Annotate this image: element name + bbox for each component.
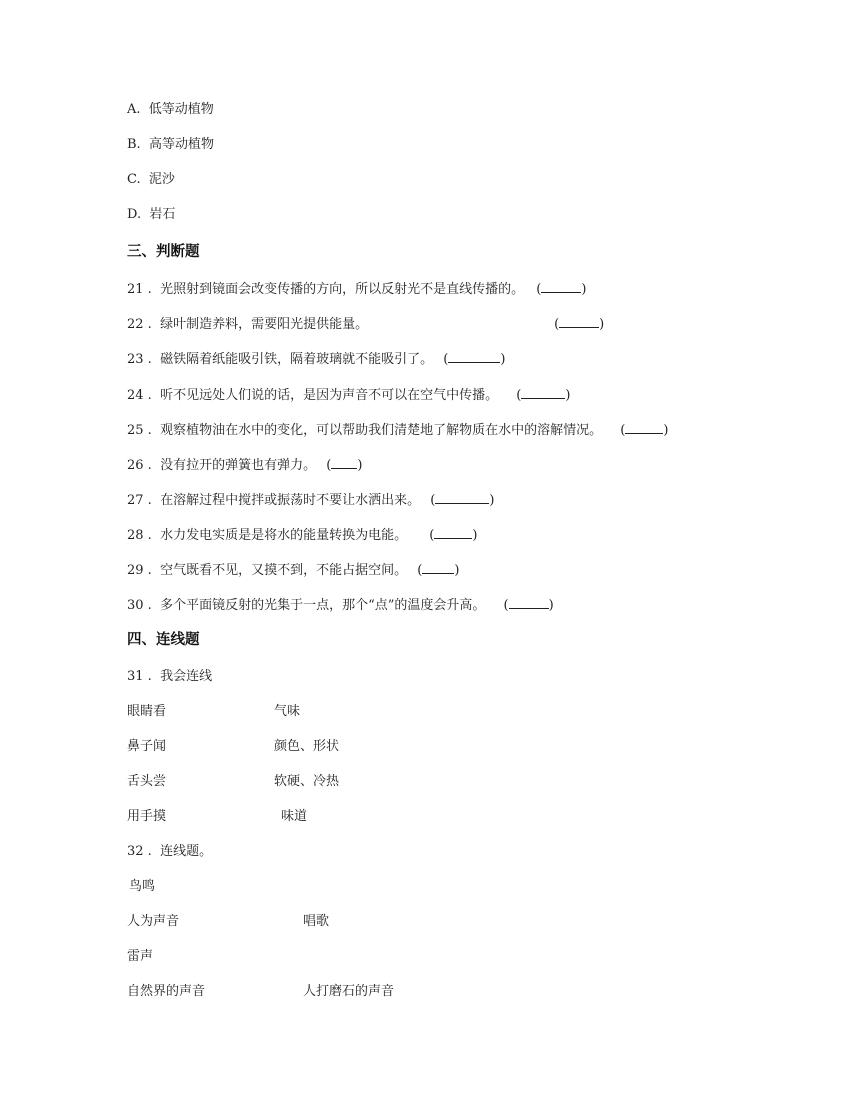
answer-blank[interactable] [430,493,494,508]
paren-open: ( [536,282,542,297]
paren-open: ( [417,563,423,578]
q31-right-1: 气味 [274,704,301,719]
option-text: 低等动植物 [148,102,214,117]
section-heading-judgment: 三、判断题 [127,244,200,260]
question-text: 水力发电实质是是将水的能量转换为电能。 [160,528,408,543]
blank-line [521,386,565,399]
blank-line [559,315,599,328]
question-text: 连线题。 [160,844,213,859]
q31-right-2: 颜色、形状 [274,739,340,754]
answer-blank[interactable] [516,388,570,403]
question-30: 30 . 多个平面镜反射的光集于一点，那个“点”的温度会升高。 ( ) [127,598,554,613]
option-text: 泥沙 [148,172,175,187]
option-d [127,207,175,223]
question-24: 24 . 听不见远处人们说的话，是因为声音不可以在空气中传播。 ( ) [127,388,571,403]
question-text: 多个平面镜反射的光集于一点，那个“点”的温度会升高。 [160,598,486,613]
option-b [127,137,214,153]
question-number: 27 [127,493,144,508]
question-text: 磁铁隔着纸能吸引铁，隔着玻璃就不能吸引了。 [160,352,434,367]
q32-left-1: 鸟鸣 [129,879,156,894]
answer-blank[interactable] [429,528,477,543]
q32-left-4: 自然界的声音 [127,984,206,999]
paren-close: ) [454,563,460,578]
paren-open: ( [443,352,449,367]
question-text: 空气既看不见，又摸不到，不能占据空间。 [160,563,408,578]
question-number: 28 [127,528,144,543]
q31-left-4: 用手摸 [127,809,167,824]
paren-close: ) [472,528,478,543]
answer-blank[interactable] [443,352,505,367]
section-heading-matching: 四、连线题 [127,632,200,648]
paren-close: ) [565,388,571,403]
option-letter: B. [127,137,141,152]
question-32-title: 32 . 连线题。 [127,844,213,859]
question-number: 23 [127,352,144,367]
paren-open: ( [430,493,436,508]
question-31-title: 31 . 我会连线 [127,669,213,684]
q31-left-3: 舌头尝 [127,774,167,789]
paren-close: ) [489,493,495,508]
paren-open: ( [503,598,509,613]
question-number: 32 [127,844,144,859]
blank-line [448,350,500,363]
option-letter: A. [127,102,141,117]
question-number: 24 [127,388,144,403]
question-number: 30 [127,598,144,613]
paren-close: ) [548,598,554,613]
question-28: 28 . 水力发电实质是是将水的能量转换为电能。 ( ) [127,528,478,543]
question-29: 29 . 空气既看不见，又摸不到，不能占据空间。 ( ) [127,563,460,578]
answer-blank[interactable] [620,423,668,438]
question-27: 27 . 在溶解过程中搅拌或振荡时不要让水洒出来。 ( ) [127,493,495,508]
question-26: 26 . 没有拉开的弹簧也有弹力。 ( ) [127,458,363,473]
answer-blank[interactable] [504,598,554,613]
q32-left-2: 人为声音 [127,914,180,929]
option-text: 岩石 [149,207,176,222]
question-number: 31 [127,669,144,684]
answer-blank[interactable] [554,317,604,332]
q32-left-3: 雷声 [127,949,154,964]
question-number: 22 [127,317,144,332]
q32-right-2: 唱歌 [303,914,330,929]
q31-right-3: 软硬、冷热 [274,774,340,789]
paren-open: ( [516,388,522,403]
question-number: 21 [127,282,144,297]
blank-line [509,596,549,609]
option-a [127,102,214,118]
paren-open: ( [554,317,560,332]
paren-open: ( [429,528,435,543]
paren-close: ) [357,458,363,473]
question-text: 观察植物油在水中的变化，可以帮助我们清楚地了解物质在水中的溶解情况。 [160,423,603,438]
paren-open: ( [326,458,332,473]
paren-open: ( [620,423,626,438]
blank-line [434,526,472,539]
question-23: 23 . 磁铁隔着纸能吸引铁，隔着玻璃就不能吸引了。 ( ) [127,352,506,367]
option-letter: D. [127,207,142,222]
option-letter: C. [127,172,141,187]
question-text: 光照射到镜面会改变传播的方向，所以反射光不是直线传播的。 [160,282,525,297]
blank-line [422,561,454,574]
question-text: 我会连线 [160,669,213,684]
q31-left-2: 鼻子闻 [127,739,167,754]
blank-line [435,491,489,504]
paren-close: ) [581,282,587,297]
question-25: 25 . 观察植物油在水中的变化，可以帮助我们清楚地了解物质在水中的溶解情况。 ( ) [127,423,669,438]
option-c [127,172,175,188]
question-number: 25 [127,423,144,438]
q32-right-4: 人打磨石的声音 [303,984,395,999]
question-text: 听不见远处人们说的话，是因为声音不可以在空气中传播。 [160,388,499,403]
question-22: 22 . 绿叶制造养料，需要阳光提供能量。 ( ) [127,317,605,332]
question-text: 没有拉开的弹簧也有弹力。 [160,458,317,473]
question-21: 21 . 光照射到镜面会改变传播的方向，所以反射光不是直线传播的。 ( ) [127,282,587,297]
answer-blank[interactable] [536,282,586,297]
paren-close: ) [500,352,506,367]
blank-line [331,456,357,469]
answer-blank[interactable] [326,458,362,473]
paren-close: ) [599,317,605,332]
question-text: 在溶解过程中搅拌或振荡时不要让水洒出来。 [160,493,421,508]
option-text: 高等动植物 [148,137,214,152]
paren-close: ) [663,423,669,438]
q31-left-1: 眼睛看 [127,704,167,719]
q31-right-4: 味道 [281,809,308,824]
question-number: 29 [127,563,144,578]
question-number: 26 [127,458,144,473]
question-text: 绿叶制造养料，需要阳光提供能量。 [160,317,369,332]
blank-line [625,421,663,434]
blank-line [541,280,581,293]
answer-blank[interactable] [417,563,459,578]
